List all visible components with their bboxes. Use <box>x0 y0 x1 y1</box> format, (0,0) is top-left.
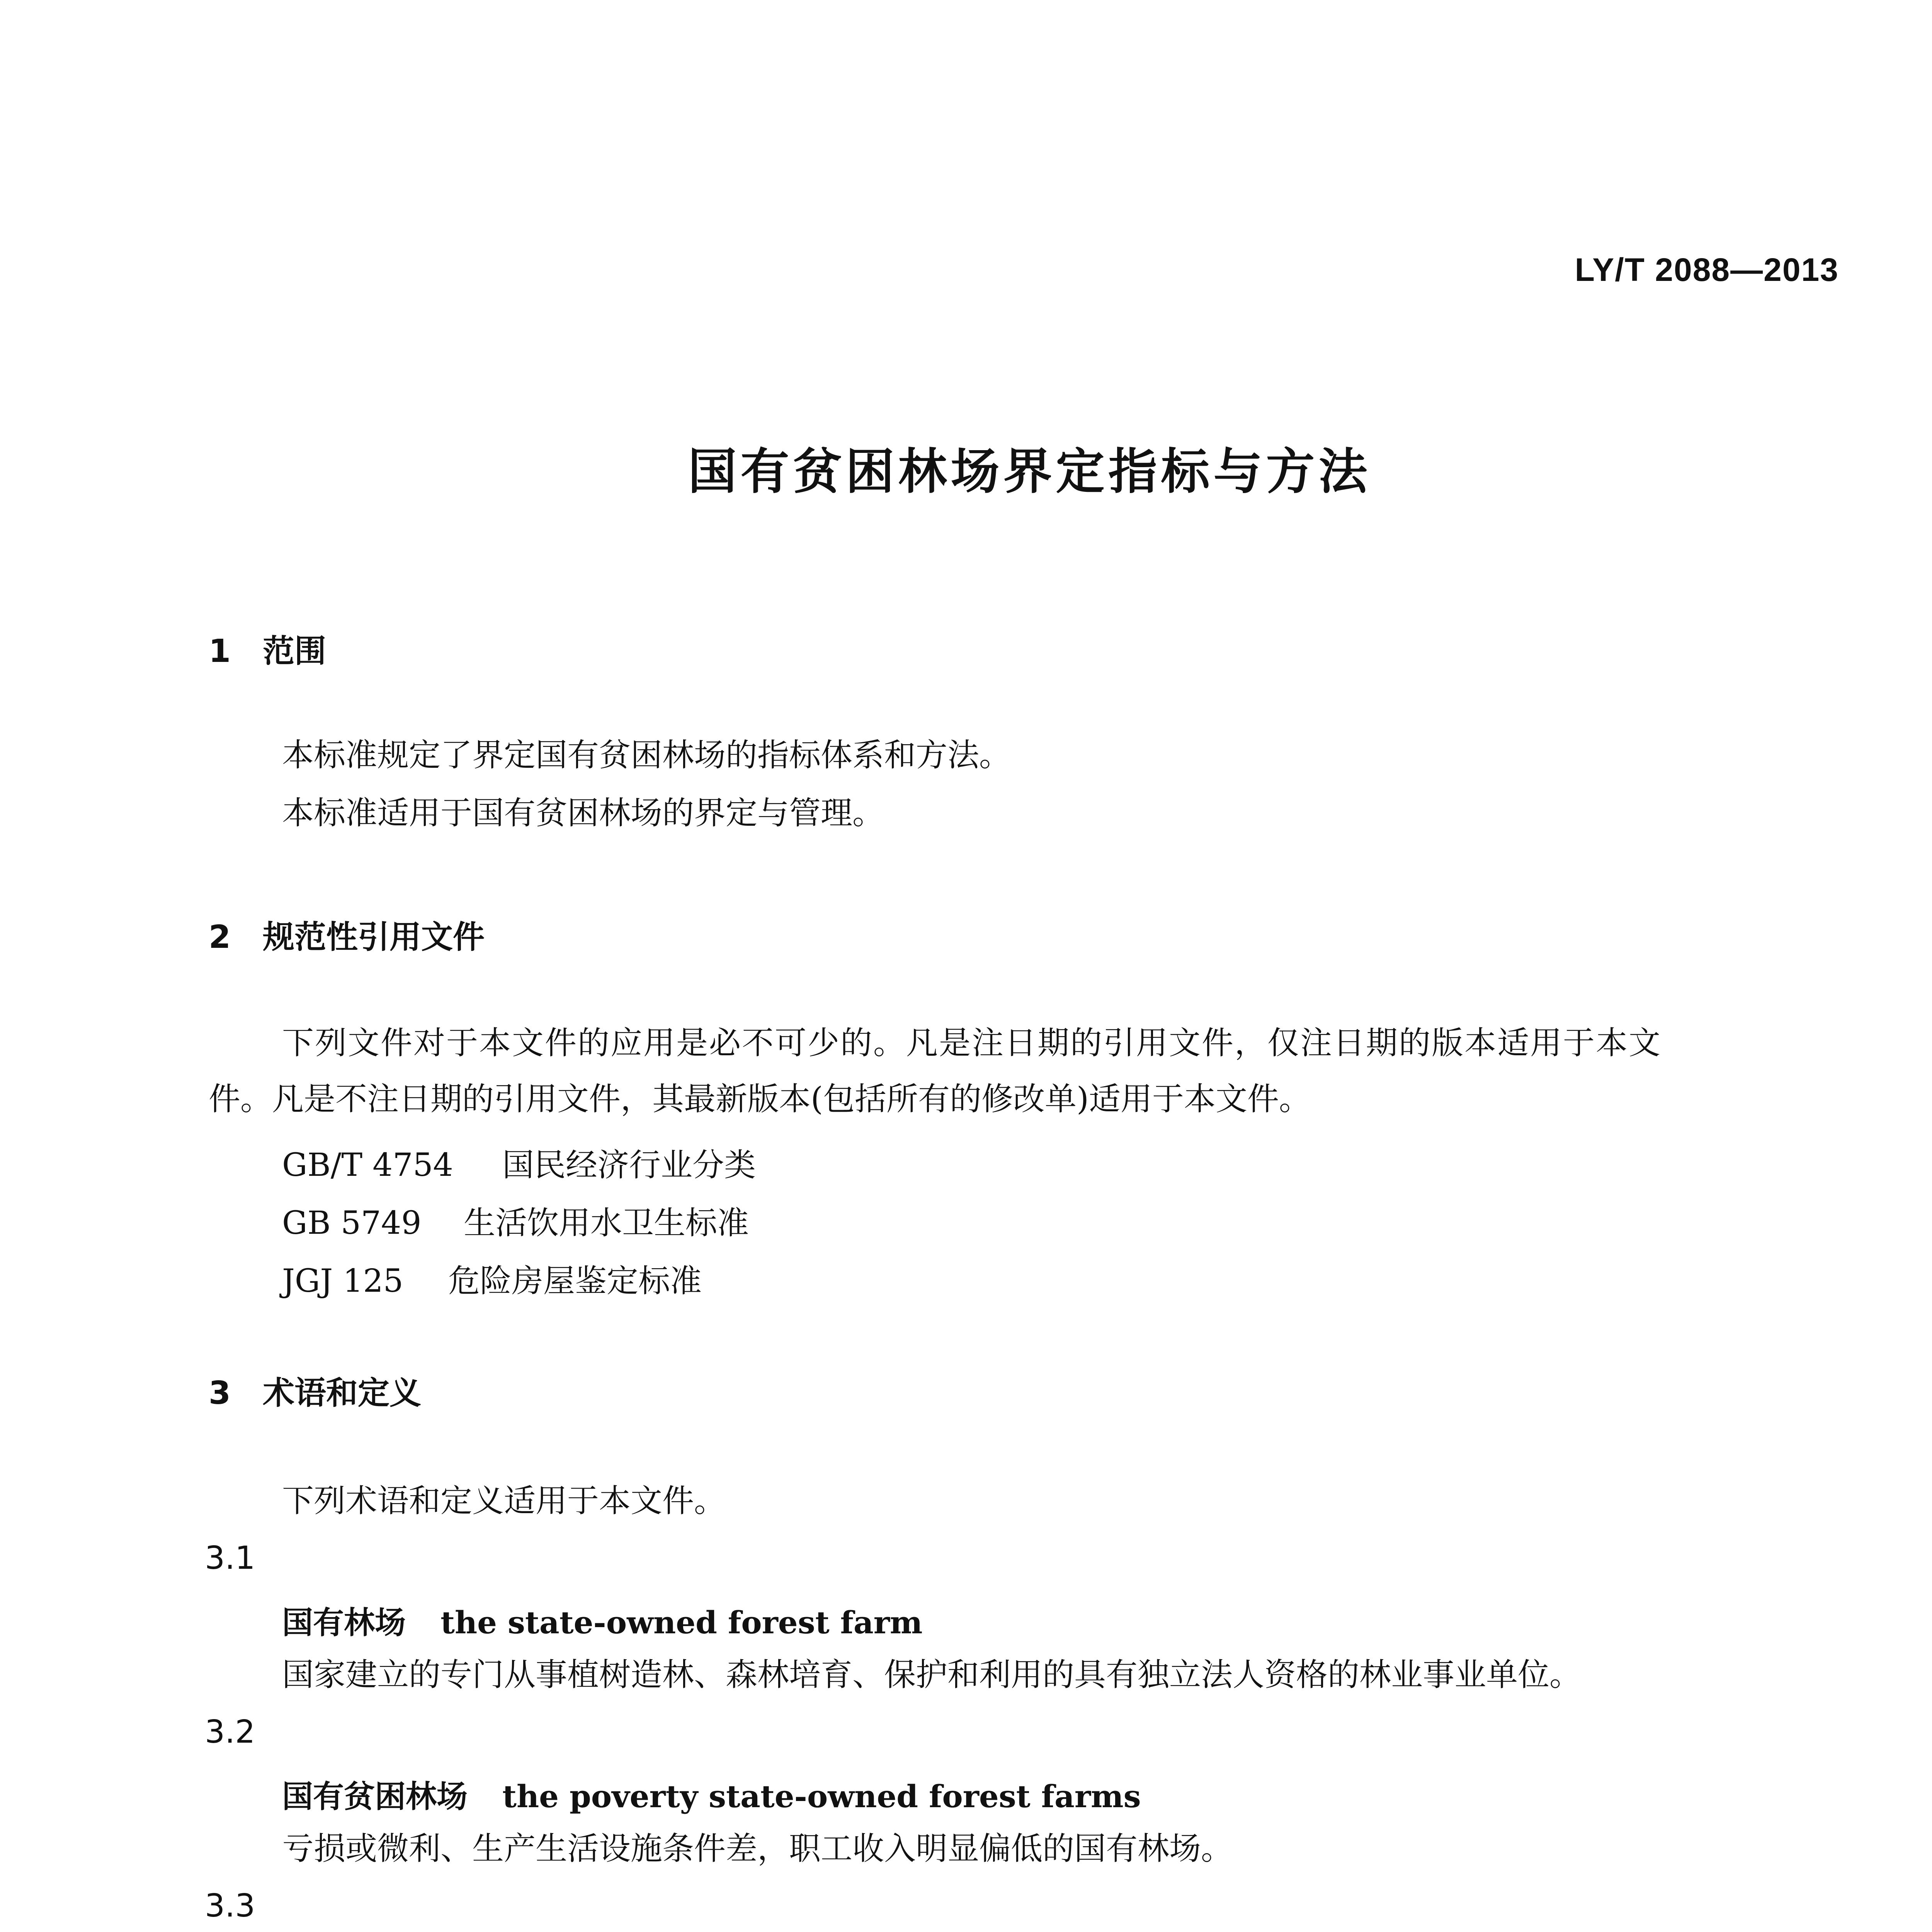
term-heading <box>282 1598 923 1642</box>
section-heading-scope <box>209 626 326 671</box>
document-title: 国有贫困林场界定指标与方法 <box>688 443 1371 500</box>
section-title: 术语和定义 <box>263 1375 422 1412</box>
term-cn: 国有林场 <box>282 1605 406 1641</box>
term-number: 3.2 <box>205 1714 255 1750</box>
term-en: the poverty state-owned forest farms <box>502 1778 1141 1815</box>
paragraph-continuation: 件。凡是不注日期的引用文件，其最新版本(包括所有的修改单)适用于本文件。 <box>209 1081 1311 1117</box>
term-en: the state-owned forest farm <box>440 1604 923 1641</box>
section-title: 规范性引用文件 <box>263 919 485 956</box>
section-title: 范围 <box>263 633 327 670</box>
reference-item <box>282 1198 749 1243</box>
section-number: 2 <box>209 919 231 956</box>
term-number: 3.3 <box>205 1888 255 1924</box>
standard-code: LY/T 2088—2013 <box>1575 252 1839 288</box>
reference-code: GB/T 4754 <box>282 1147 453 1184</box>
section-number: 1 <box>209 633 231 670</box>
section-number: 3 <box>209 1375 231 1412</box>
reference-item <box>282 1140 756 1185</box>
paragraph: 下列文件对于本文件的应用是必不可少的。凡是注日期的引用文件，仅注日期的版本适用于本文 <box>282 1025 1662 1061</box>
term-definition: 亏损或微利、生产生活设施条件差，职工收入明显偏低的国有林场。 <box>282 1830 1233 1867</box>
section-heading-terms <box>209 1368 421 1413</box>
term-heading <box>282 1772 1141 1816</box>
term-definition: 国家建立的专门从事植树造林、森林培育、保护和利用的具有独立法人资格的林业事业单位。 <box>282 1656 1582 1693</box>
paragraph: 下列术语和定义适用于本文件。 <box>282 1483 726 1519</box>
term-cn: 国有贫困林场 <box>282 1779 468 1815</box>
reference-item <box>282 1256 702 1301</box>
term-number: 3.1 <box>205 1540 255 1577</box>
reference-name: 生活饮用水卫生标准 <box>464 1205 749 1242</box>
paragraph: 本标准规定了界定国有贫困林场的指标体系和方法。 <box>282 737 1011 774</box>
reference-code: JGJ 125 <box>282 1263 403 1299</box>
reference-name: 危险房屋鉴定标准 <box>448 1263 702 1299</box>
reference-name: 国民经济行业分类 <box>502 1147 756 1184</box>
reference-code: GB 5749 <box>282 1205 422 1242</box>
paragraph: 本标准适用于国有贫困林场的界定与管理。 <box>282 795 884 832</box>
section-heading-normative-references <box>209 912 485 957</box>
